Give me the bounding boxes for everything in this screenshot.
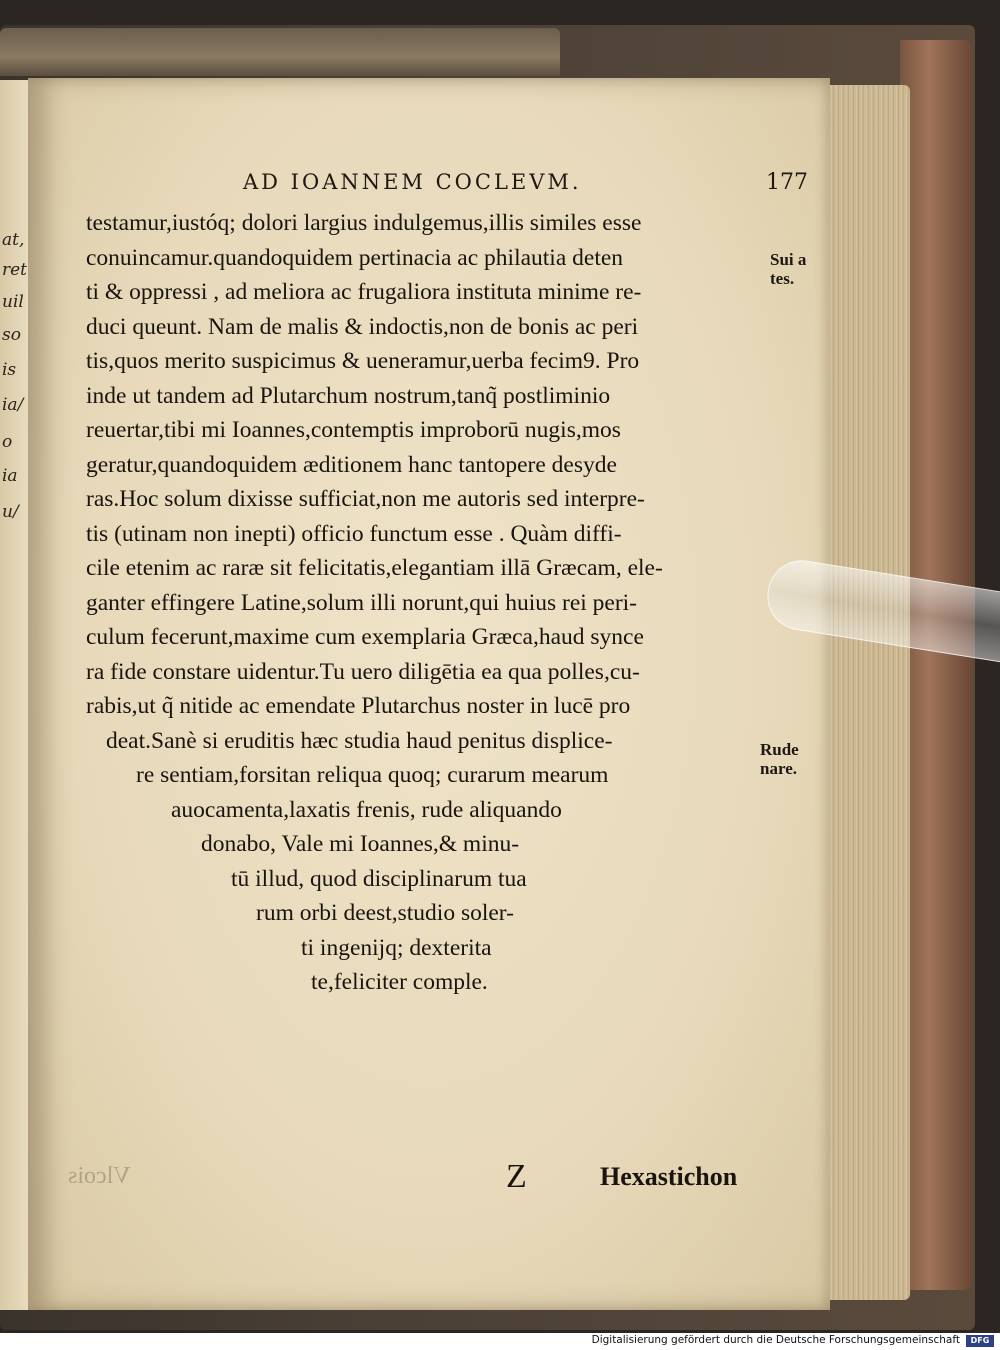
text-line: tis (utinam non inepti) officio functum esse . Quàm diffi- <box>86 520 622 547</box>
text-line: conuincamur.quandoquidem pertinacia ac philautia deten <box>86 244 624 271</box>
left-page-fragment: uil <box>2 292 24 312</box>
text-line: culum fecerunt,maxime cum exemplaria Græca,haud synce <box>86 624 644 650</box>
running-head: AD IOANNEM COCLEVM. <box>243 170 582 194</box>
text-line: auocamenta,laxatis frenis, rude aliquando <box>171 796 562 823</box>
margin-note: Rude nare. <box>760 740 799 778</box>
book-page <box>28 78 830 1310</box>
book-cover-edge <box>900 40 972 1290</box>
left-page-fragment: ia <box>2 466 18 486</box>
left-page-strip <box>0 80 28 1310</box>
text-line: cile etenim ac raræ sit felicitatis,elegantiam illā Græcam, ele- <box>86 555 663 581</box>
text-line: te,feliciter comple. <box>311 969 488 995</box>
text-line: tū illud, quod disciplinarum tua <box>231 865 527 892</box>
signature-mark: Z <box>506 1158 527 1195</box>
margin-note: Sui a tes. <box>770 250 807 288</box>
footer-credit: Digitalisierung gefördert durch die Deutsche Forschungsgemeinschaft <box>591 1334 960 1346</box>
text-line: testamur,iustóq; dolori largius indulgemus,illis similes esse <box>86 210 642 236</box>
left-page-fragment: ia/ <box>2 395 24 415</box>
book-top-edge <box>0 28 560 76</box>
page-number: 177 <box>766 170 808 195</box>
page-fore-edge <box>825 85 910 1300</box>
text-line: rum orbi deest,studio soler- <box>256 900 514 926</box>
text-line: deat.Sanè si eruditis hæc studia haud penitus displice- <box>106 727 613 754</box>
catchword: Hexastichon <box>600 1162 738 1191</box>
text-line: ti & oppressi , ad meliora ac frugaliora instituta minime re- <box>86 279 642 305</box>
text-line: donabo, Vale mi Ioannes,& minu- <box>201 831 520 857</box>
text-line: geratur,quandoquidem æditionem hanc tantopere desyde <box>86 451 617 478</box>
text-line: duci queunt. Nam de malis & indoctis,non de bonis ac peri <box>86 313 639 340</box>
text-line: re sentiam,forsitan reliqua quoq; curarum mearum <box>136 762 609 788</box>
dfg-logo: DFG <box>966 1335 994 1347</box>
left-page-fragment: at, <box>2 230 25 250</box>
text-line: inde ut tandem ad Plutarchum nostrum,tanq̃ postliminio <box>86 382 611 409</box>
showthrough-text: Vlcois <box>68 1163 131 1189</box>
body-text <box>86 206 786 1000</box>
left-page-fragment: o <box>2 432 13 452</box>
text-line: ti ingenijq; dexterita <box>301 934 492 961</box>
left-page-fragment: so <box>2 325 21 345</box>
left-page-fragment: ret <box>2 260 28 280</box>
text-line: ganter effingere Latine,solum illi norunt,qui huius rei peri- <box>86 589 638 616</box>
text-line: reuertar,tibi mi Ioannes,contemptis improborū nugis,mos <box>86 417 621 443</box>
text-line: rabis,ut q̃ nitide ac emendate Plutarchus noster in lucē pro <box>86 693 631 719</box>
left-page-fragment: u/ <box>2 502 19 522</box>
footer-bar <box>0 1333 1000 1350</box>
left-page-fragment: is <box>2 360 17 380</box>
text-line: tis,quos merito suspicimus & ueneramur,uerba fecim9. Pro <box>86 348 640 374</box>
text-line: ras.Hoc solum dixisse sufficiat,non me autoris sed interpre- <box>86 486 645 512</box>
text-line: ra fide constare uidentur.Tu uero diligētia ea qua polles,cu- <box>86 658 640 685</box>
